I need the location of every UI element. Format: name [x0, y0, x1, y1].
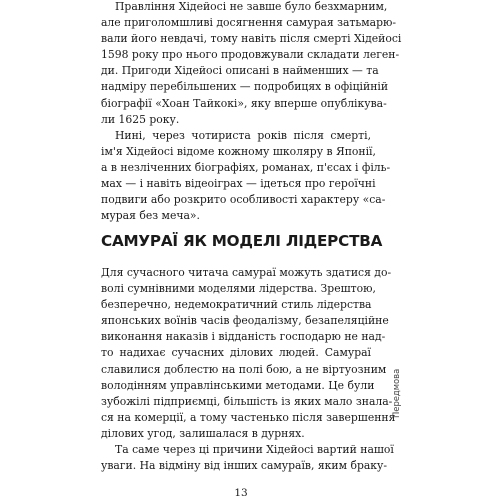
text-line: Нині, через чотириста років після смерті,: [115, 128, 371, 142]
text-line: то надихає сучасних ділових людей. Самураї: [101, 346, 371, 360]
text-line: а в незліченних біографіях, романах, п'єсах і філь-: [101, 160, 391, 174]
paragraph: [101, 442, 394, 474]
text-line: виконання наказів і відданість господарю не над-: [101, 330, 386, 344]
text-line: уваги. На відміну від інших самураїв, яким браку-: [101, 459, 388, 473]
text-line: надміру перебільшених — подробицях в офіційній: [101, 80, 389, 94]
text-line: безперечно, недемократичний стиль лідерства: [101, 298, 372, 312]
text-line: Правління Хідейосі не завше було безхмарним,: [115, 0, 388, 13]
text-line: ділових угод, залишалася в дурнях.: [101, 426, 305, 440]
paragraph: [101, 128, 391, 225]
text-line: біографії «Хоан Тайкокі», яку вперше опублікува-: [101, 96, 387, 110]
text-line: але приголомшливі досягнення самурая затьмарю-: [101, 16, 397, 30]
paragraph: [101, 0, 402, 128]
text-line: волі сумнівними моделями лідерства. Зрештою,: [101, 282, 376, 296]
text-line: мах — і навіть відеоіграх — ідеться про героїчні: [101, 177, 376, 191]
text-block-top: [101, 0, 402, 224]
text-line: ли 1625 року.: [101, 112, 180, 126]
text-line: подвиги або розкрито особливості характеру «са-: [101, 193, 386, 207]
text-line: японських воїнів часів феодалізму, безапеляційне: [101, 314, 389, 328]
section-heading: САМУРАЇ ЯК МОДЕЛІ ЛІДЕРСТВА: [101, 232, 383, 250]
text-line: володінням управлінськими методами. Це були: [101, 378, 375, 392]
text-line: славилися доблестю на полі бою, а не віртуозним: [101, 362, 387, 376]
text-line: вали його невдачі, тому навіть після смерті Хідейосі: [101, 32, 402, 46]
text-line: ся на комерції, а тому частенько після завершення: [101, 410, 396, 424]
text-line: мурая без меча».: [101, 209, 200, 223]
text-line: зубожілі підприємці, більшість із яких мало знала-: [101, 394, 393, 408]
page-number: 13: [234, 487, 248, 499]
text-line: Для сучасного читача самураї можуть здатися до-: [101, 266, 392, 279]
text-line: ім'я Хідейосі відоме кожному школяру в Японії,: [101, 144, 376, 158]
text-line: Та саме через ці причини Хідейосі вартий нашої: [115, 443, 394, 457]
text-line: ди. Пригоди Хідейосі описані в найменших — та: [101, 64, 379, 78]
text-line: 1598 року про нього продовжували складати леген-: [101, 48, 400, 62]
running-head: Передмова: [391, 368, 401, 418]
